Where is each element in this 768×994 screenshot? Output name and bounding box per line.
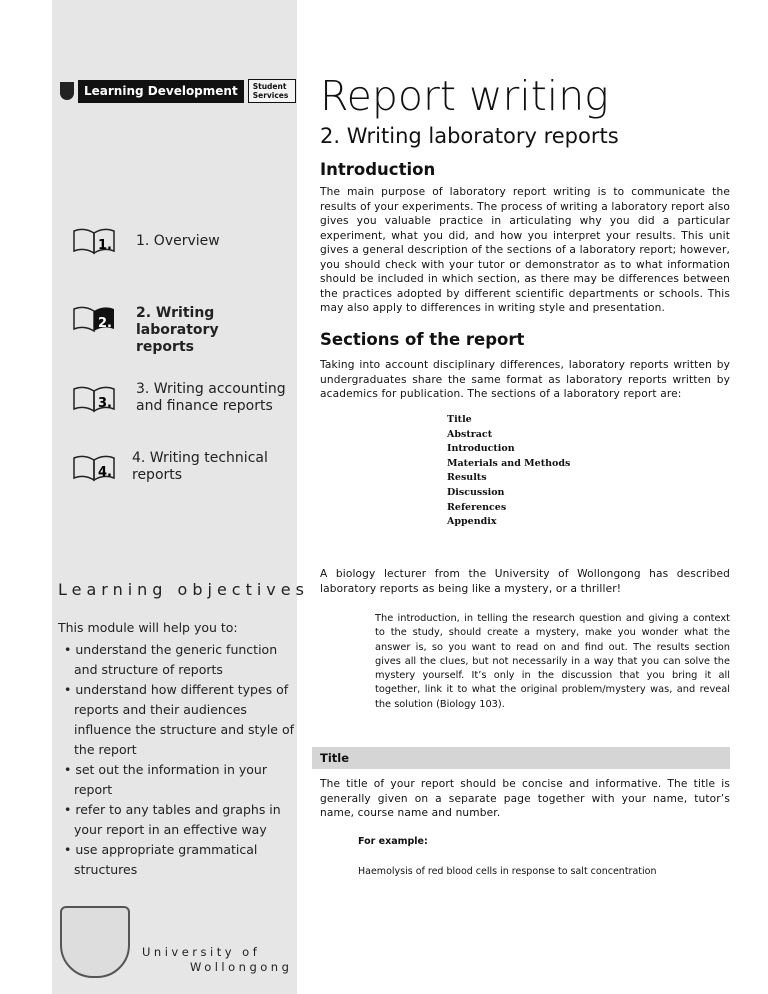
university-logo [60,906,292,978]
objective-item: • set out the information in your report [58,760,294,800]
module-3-link[interactable] [70,383,286,415]
book-icon [70,225,118,257]
example-label: For example: [358,836,428,847]
sections-list [447,413,570,530]
learning-development-logo [60,79,296,103]
title-section-bar: Title [312,747,730,769]
objective-item: • use appropriate grammatical structures [58,840,294,880]
svg-text:1.: 1. [98,238,112,253]
objectives-list [58,640,294,880]
introduction-heading: Introduction [320,160,436,179]
book-icon [70,303,118,335]
university-line1: University of [142,945,261,959]
title-text: The title of your report should be concise and informative. The title is generally given on a separate page together with your name, tutor’s name, course name and number. [320,778,730,819]
section-item: Materials and Methods [447,457,571,469]
module-1-link[interactable] [70,225,220,257]
introduction-text: The main purpose of laboratory report writing is to communicate the results of your experiments. The process of writing a laboratory report also gives you valuable practice in articulating why you did a particular experiment, what you did, and how you interpret your results. This unit gives a general description of the sections of a laboratory report; however, you should check with your tutor or demonstrator as to what information should be included in which section, as there may be differences between the practices adopted by different scientific departments or schools. This may also apply to differences in writing style and presentation. [320,186,730,314]
section-item: Appendix [447,516,497,528]
section-item: Abstract [447,428,493,440]
section-item: Title [447,414,472,425]
section-item: Discussion [447,486,505,498]
svg-text:2.: 2. [98,316,112,331]
book-icon [70,452,118,484]
section-item: Results [447,472,487,484]
module-label: 3. Writing accounting and finance reports [136,381,286,414]
objective-item: • understand the generic function and structure of reports [58,640,294,680]
module-label: 2. Writing laboratory reports [136,305,219,355]
shield-icon [60,82,74,100]
learning-objectives-heading: Learning objectives [58,580,309,599]
module-label: 1. Overview [136,233,220,249]
sections-text: Taking into account disciplinary differences, laboratory reports written by undergraduates share the same format as laboratory reports written by academics for publication. The sections of a laboratory report are: [320,359,730,400]
objective-item: • refer to any tables and graphs in your report in an effective way [58,800,294,840]
page-title: Report writing [320,72,609,120]
svg-text:3.: 3. [98,396,112,411]
section-item: Introduction [447,443,515,455]
sections-heading: Sections of the report [320,330,525,349]
logo-subtitle: Student Services [248,79,296,103]
module-4-link[interactable] [70,452,272,484]
example-text: Haemolysis of red blood cells in response to salt concentration [358,866,657,877]
objective-item: • understand how different types of reports and their audiences influence the structure and style of the report [58,680,294,760]
svg-text:4.: 4. [98,465,112,480]
objectives-intro: This module will help you to: [58,620,238,635]
logo-title: Learning Development [78,80,244,103]
biology-text: A biology lecturer from the University of Wollongong has described laboratory reports as being like a mystery, or a thriller! [320,568,730,595]
page-subtitle: 2. Writing laboratory reports [320,124,619,148]
module-2-link[interactable] [70,303,266,356]
crest-icon [60,906,130,978]
biology-quote: The introduction, in telling the research question and giving a context to the study, should create a mystery, make you wonder what the answer is, so you want to read on and find out. The results section gives all the clues, but not necessarily in a way that you can solve the mystery yourself. It’s only in the discussion that you bring it all together, link it to what the original problem/mystery was, and reveal the solution (Biology 103). [375,613,730,710]
book-icon [70,383,118,415]
section-item: References [447,501,507,513]
module-label: 4. Writing technical reports [132,450,268,483]
university-line2: Wollongong [190,960,293,974]
